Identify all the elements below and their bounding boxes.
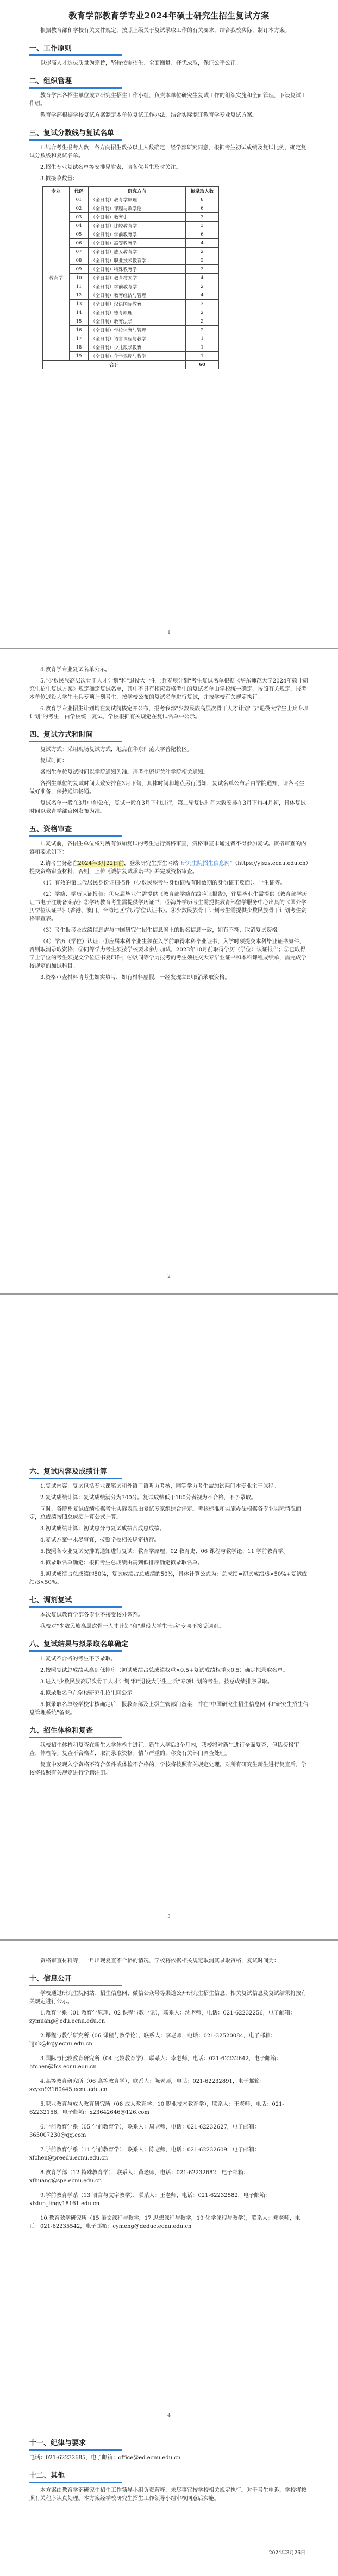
- table-cell: （全日制）化学课程与教学: [89, 352, 186, 361]
- document-page-1: [0, 0, 338, 648]
- table-cell: 8: [186, 195, 219, 204]
- contact-item: 10.教育教学研究所（15 语文课程与教学，17 思想课程与教学，19 化学课程与教学），联系人：郑老师，电话：021-62235542，电子邮箱：cymeng@deduc.ecnu.edu.cn: [29, 2215, 301, 2230]
- deadline-highlight: 2024年3月22日前: [78, 861, 124, 867]
- paragraph: 我校招生体检和复查在新生入学体检中进行。新生入学后3个月内，我校将对新生进行全面复查，包括资格审查、体检等。复查不合格者，取消录取资格；情节严重的，移交有关部门调查处理。: [29, 1742, 299, 1757]
- table-cell: 2: [186, 282, 219, 291]
- table-cell: 05: [70, 230, 89, 239]
- table-row: [43, 239, 219, 248]
- table-row: [43, 317, 219, 326]
- table-total-value: 60: [186, 361, 219, 369]
- intro-paragraph: 根据教育部和学校有关文件规定，按照上级关于复试录取工作的有关要求，结合我校实际，制订本方案。: [40, 28, 290, 34]
- table-cell: （全日制）教育史: [89, 213, 186, 222]
- section-heading: 七、调剂复试: [29, 1594, 309, 1608]
- table-cell: （全日制）德育原理: [89, 308, 186, 317]
- paragraph: 各招生单位复试时间以学院通知为准。请考生密切关注学院相关通知。: [40, 769, 209, 775]
- section-heading: 八、复试结果与拟录取名单确定: [29, 1638, 309, 1652]
- table-header-cell: 代码: [70, 187, 89, 195]
- paragraph: 我校对"少数民族高层次骨干人才计划"和"退役大学生士兵"专项不接受调剂。: [40, 1624, 224, 1630]
- table-cell: 17: [70, 334, 89, 343]
- table-row: [43, 265, 219, 274]
- table-cell: 1: [186, 343, 219, 352]
- table-cell: （全日制）少儿数学教育: [89, 343, 186, 352]
- paragraph: 1.结合考生报考人数，各方向招生数按以上人数确定，经学部研究同意，根据考生初试成绩及复试比例，确定复试分数线和复试名单。: [29, 145, 306, 159]
- table-cell: 2: [186, 248, 219, 256]
- paragraph: 2.按照复试总成绩从高到低排序（初试成绩占总成绩权重×0.5+复试成绩权重×0.5）确定拟录取名单。: [40, 1668, 289, 1674]
- contact-item: 7.学前教育学系（11 学前教育学），联系人：陈老师，电话：021-62232609，电子邮箱：xfchen@preedu.ecnu.edu.cn: [29, 2147, 260, 2161]
- paragraph: 6.教育学专业招生计划均在复试前核定并公布，报考我部"少数民族高层次骨干人才计划"与"退役大学生士兵专项计划"的考生，由学校统一复试，学校根据有关规定在复试名单中公示。: [29, 706, 309, 720]
- paragraph: 复试名单一般在3月中旬公布，复试一般在3月下旬进行，第二轮复试时间大致安排在3月下旬-4月初，具体复试时间以教育学部官网发布为准。: [29, 800, 306, 815]
- table-cell: （全日制）高等教育学: [89, 239, 186, 248]
- section-heading: 五、资格审查: [29, 823, 309, 837]
- table-cell: 6: [186, 204, 219, 213]
- page-number: 1: [167, 630, 171, 635]
- table-cell: （全日制）教育学原理: [89, 195, 186, 204]
- table-cell: 03: [70, 213, 89, 222]
- paragraph: 4.拟录取名单确定：根据考生总成绩由高到低排序确定拟录取名单。: [40, 1560, 203, 1566]
- table-cell: （全日制）语言课程与教学: [89, 334, 186, 343]
- table-total-label: 合计: [43, 361, 186, 369]
- contact-item: 2.课程与教学研究所（06 课程与教学论），联系人：李老师，电话：021-32520084，电子邮箱：lijuk@kcjy.ecnu.edu.cn: [29, 2033, 276, 2047]
- table-row: [43, 326, 219, 334]
- paragraph-with-link: [29, 860, 309, 876]
- table-cell: 2: [186, 308, 219, 317]
- paragraph: 复试方式：采用现场复试方式，地点在华东师范大学普陀校区。: [40, 747, 192, 753]
- admissions-site-link[interactable]: "研究生院招生信息网": [178, 861, 233, 867]
- paragraph: 以提高人才选拔质量为宗旨，坚持按需招生、全面衡量、择优录取，保证公平公正。: [40, 60, 241, 66]
- paragraph: 1.复试内容：复试包括专业课笔试和外语口语听力考核，同等学力考生需加试两门本专业主干课程。: [40, 1483, 279, 1489]
- paragraph: 4.拟录取名单在学校研究生招生网公示。: [40, 1690, 138, 1696]
- document-page-2: [0, 649, 338, 1293]
- table-row: [43, 334, 219, 343]
- table-cell: （全日制）教育经济与管理: [89, 291, 186, 300]
- page-number: 3: [167, 1914, 171, 1920]
- table-row: [43, 352, 219, 361]
- table-row: [43, 256, 219, 265]
- table-row: [43, 343, 219, 352]
- paragraph: 5."少数民族高层次骨干人才计划"和"退役大学生士兵专项计划"考生复试名单根据《华东师范大学2024年硕士研究生招生复试方案》规定确定复试名单，其中不具有相应资格考生的复试名单由学校统一确定，按照有关规定，报考本单位退役大学生士兵专项计划考生，按学校公布的复试名单进行复试，并按学校有关规定执行。: [29, 678, 309, 700]
- paragraph: 1.复试不合格的考生不予录取。: [40, 1656, 116, 1662]
- paragraph: 3.进入"少数民族高层次骨干人才计划"和"退役大学生士兵"专项计划的考生，按总成绩排序录取。: [40, 1679, 273, 1685]
- section-heading: 三、复试分数线与复试名单: [29, 127, 309, 141]
- table-header-cell: 研究方向: [89, 187, 186, 195]
- table-cell: 4: [186, 274, 219, 282]
- text-span: ，登录研究生招生网站: [124, 861, 179, 867]
- table-cell: 01: [70, 195, 89, 204]
- table-cell: 11: [70, 282, 89, 291]
- table-total-row: [43, 361, 219, 369]
- paragraph: 资格审查材料等，一旦出现复查不合格的情况，学校将依据相关规定取消其录取资格，复试时间为：: [40, 1958, 279, 1964]
- table-cell: 10: [70, 274, 89, 282]
- paragraph: 3.资格审查材料请考生如实填写，如有材料虚假，一经发现立即取消录取资格。: [40, 975, 230, 981]
- table-cell: （全日制）特殊教育学: [89, 265, 186, 274]
- table-cell: 04: [70, 222, 89, 230]
- document-title: 教育学部教育学专业2024年硕士研究生招生复试方案: [68, 11, 270, 21]
- paragraph: （1）有效的第二代居民身份证扫描件（少数民族考生身份证需有时效期的身份证正反面）、学生证等。: [40, 880, 286, 886]
- table-cell: 14: [70, 308, 89, 317]
- table-cell: （全日制）比较教育学: [89, 222, 186, 230]
- paragraph: 2.招生专业复试名单等安排见附表，请各位考生及时关注。: [40, 165, 181, 171]
- text-span: 2.请考生务必在: [40, 861, 78, 867]
- document-date: 2024年3月26日: [268, 2550, 305, 2556]
- contact-item: 8.教育学部（12 特殊教育学），联系人：黄老师，电话：021-62232682，电子邮箱：xfhuang@spe.ecnu.edu.cn: [29, 2170, 249, 2184]
- table-cell: 16: [70, 326, 89, 334]
- table-cell: （全日制）学前教育学: [89, 230, 186, 239]
- table-header-cell: 拟录取人数: [186, 187, 219, 195]
- table-row: [43, 204, 219, 213]
- text-span: （https://yjszs.ecnu.edu.cn）提交资格审查材料；否则，上传《诚信复试承诺书》并完成资格审查。: [29, 861, 309, 875]
- table-category-cell: 教育学: [43, 195, 70, 361]
- paragraph: （3）考生报考及成绩信息需与中国研究生招生信息网上的报名信息一致，如有不符，取消复试资格。: [40, 927, 283, 933]
- section-heading: 二、组织管理: [29, 75, 309, 89]
- contact-item: 3.国际与比较教育研究所（04 比较教育学），联系人：李老师，电话：021-62232642，电子邮箱：hfchen@fcs.ecnu.edu.cn: [29, 2056, 281, 2070]
- table-body: [43, 195, 219, 369]
- table-cell: （全日制）教育法学: [89, 317, 186, 326]
- table-cell: 06: [70, 239, 89, 248]
- table-cell: （全日制）成人教育学: [89, 248, 186, 256]
- paragraph: 教育学部各招生单位成立研究生招生工作小组，负责本单位研究生复试工作的组织实施和全面管理，下设复试工作组。: [29, 93, 306, 107]
- table-cell: 3: [186, 300, 219, 308]
- table-cell: （全日制）职业技术教育学: [89, 256, 186, 265]
- table-cell: （全日制）课程与教学论: [89, 204, 186, 213]
- paragraph: 5.初试成绩占总成绩的50%，复试成绩占总成绩的50%，具体计算公式为：总成绩=初试成绩/5×50%+复试成绩/3×50%。: [29, 1571, 308, 1586]
- contact-item: 6.学前教育学系（05 学前教育学），联系人：周老师，电话：021-62232627，电子邮箱：365007230@qq.com: [29, 2124, 260, 2138]
- enrollment-table: [42, 186, 219, 369]
- section-heading: 九、招生体检和复查: [29, 1725, 309, 1738]
- table-row: [43, 222, 219, 230]
- table-cell: 3: [186, 213, 219, 222]
- paragraph: （2）学籍、学历认证报告：①应届毕业生需提供《教育部学籍在线验证报告》，往届毕业生需提供《教育部学历证书电子注册备案表》②学历教育考生需提供学历证书；③海外学历考生需提供教育部留学服务中心出具的《国外学历学位认证书》（香港、澳门、台湾地区学历学位认证书）。④少数民族骨干计划考生需提供少数民族骨干计划考生资格审查表。: [29, 892, 308, 922]
- section-heading: 一、工作原则: [29, 42, 309, 56]
- table-cell: 09: [70, 265, 89, 274]
- paragraph: 4.复试方案中未尽事宜，按照学校相关规定执行。: [40, 1537, 160, 1543]
- paragraph: 本方案由教育学部研究生招生工作领导小组负责解释，未尽事宜按学校相关规定执行。对于考生申诉，学校将按照有关程序认真处理。本方案经学校研究生招生工作领导小组审核同意后实施。: [29, 2487, 306, 2502]
- paragraph: 4.教育学专业复试名单公示。: [40, 667, 111, 673]
- table-cell: 4: [186, 239, 219, 248]
- table-cell: 1: [186, 334, 219, 343]
- section-heading: 四、复试方式和时间: [29, 729, 309, 742]
- table-row: [43, 274, 219, 282]
- table-row: [43, 291, 219, 300]
- table-header-row: [43, 187, 219, 195]
- section-heading: 十一、纪律与要求: [29, 2437, 309, 2451]
- table-row: [43, 308, 219, 317]
- table-cell: 18: [70, 343, 89, 352]
- table-cell: 3: [186, 265, 219, 274]
- table-row: [43, 230, 219, 239]
- section-heading: 十二、其他: [29, 2470, 309, 2483]
- table-row: [43, 300, 219, 308]
- table-header-cell: 专业: [43, 187, 70, 195]
- table-cell: 2: [186, 326, 219, 334]
- table-cell: 6: [186, 230, 219, 239]
- paragraph: 各招生单位的复试时间大致安排在3月下旬，具体时间和地点另行通知，复试名单公布后由学院通知，请各考生做好准备，保持通讯畅通。: [29, 781, 305, 795]
- table-cell: 19: [70, 352, 89, 361]
- paragraph: 电话：021-62232685，电子邮箱：office@ed.ecnu.edu.cn: [29, 2455, 181, 2461]
- table-cell: 1: [186, 352, 219, 361]
- contact-item: 9.学前教育学系（13 语言与文字教学），联系人：王老师，电话：021-62232582，电子邮箱：xlzlun_lingy18161.edu.cn: [29, 2193, 271, 2207]
- table-cell: 3: [186, 222, 219, 230]
- paragraph: 学校通过研究生院网站、招生信息网、微信公众号等渠道公开研究生招生信息，相关复试信息及复试结果将按有关规定进行公示。: [29, 1991, 306, 2005]
- paragraph: 3.初试成绩计算：初试总分与复试成绩合成总成绩。: [40, 1526, 165, 1532]
- contact-item: 5.职业教育与成人教育研究所（08 成人教育学、10 职业技术教育学），联系人：王老师，电话：021-62232156，电子邮箱：x23642646@126.com: [29, 2101, 284, 2116]
- paragraph: 教育学部根据学校复试方案制定本单位复试工作办法，结合实际制订教育学专业复试方案。: [40, 112, 258, 118]
- table-cell: 08: [70, 256, 89, 265]
- table-cell: （全日制）汉语国际教育: [89, 300, 186, 308]
- paragraph: 复查中发现入学资格不符合条件或体检不合格的，学校将按照有关规定处理。对所有研究生新生进行复查后，学校将按照有关规定进行学籍注册。: [29, 1762, 306, 1776]
- paragraph: 5.按照各专业复试安排的通知进行复试：教育学原理、02 教育史、06 课程与教学论、11 学前教育学。: [40, 1549, 289, 1555]
- table-cell: 13: [70, 300, 89, 308]
- table-row: [43, 213, 219, 222]
- table-cell: （全日制）学前教育学: [89, 282, 186, 291]
- document-page-3: [0, 1295, 338, 1939]
- paragraph: 本次复试教育学部各专业不接受校外调剂。: [40, 1612, 143, 1618]
- page-number: 4: [167, 2413, 171, 2419]
- table-cell: 2: [186, 317, 219, 326]
- paragraph: 3.拟接收数量：: [40, 176, 78, 182]
- table-cell: 4: [186, 291, 219, 300]
- table-row: [43, 195, 219, 204]
- table-cell: （全日制）教育技术学: [89, 274, 186, 282]
- table-cell: 02: [70, 204, 89, 213]
- paragraph: 5.拟录取名单经学校审核确定后，报教育部及上级主管部门备案，并在"中国研究生招生信息网"和"研究生招生信息管理系统"备案。: [29, 1702, 309, 1716]
- page-number: 2: [167, 1274, 171, 1279]
- section-heading: 十、信息公开: [29, 1973, 309, 1986]
- paragraph: 1.复试前，各招生单位将对所有参加复试的考生进行资格审查，资格审查未通过者不得参加复试。资格审查的内容和要求如下：: [29, 841, 306, 855]
- contact-list: [29, 2009, 309, 2231]
- table-cell: 15: [70, 317, 89, 326]
- paragraph: 同时，各院系复试成绩根据考生实际表现由复试专家组综合评定。考核标准和实施办法根据各专业实际情况而定，总成绩按照总成绩计算公式计算。: [29, 1506, 301, 1520]
- table-cell: （全日制）学校体育与管理: [89, 326, 186, 334]
- paragraph: 2.复试成绩计算：复试成绩满分为300分。复试成绩低于180分者视为不合格，不予录取。: [40, 1495, 256, 1501]
- paragraph: （4）学历（学位）认证：①应届本科毕业生须在入学前取得本科毕业证书，入学时须提交本科毕业证书原件，否则取消录取资格；②同等学力考生须按学校要求参加加试，2023年10月前取得学历（学位）认证报告；③已取得学士学位的考生须提交学位证书复印件；④以同等学力报考的考生须提交大专毕业证书和本科课程成绩单，需完成学校规定的加试科目。: [29, 939, 306, 969]
- table-cell: 07: [70, 248, 89, 256]
- section-heading: 六、复试内容及成绩计算: [29, 1466, 309, 1479]
- table-cell: 3: [186, 256, 219, 265]
- table-row: [43, 282, 219, 291]
- document-page-4: [0, 1941, 338, 2576]
- table-row: [43, 248, 219, 256]
- paragraph: 复试时间：: [40, 758, 67, 764]
- contact-item: 4.高等教育研究所（06 高等教育学），联系人：陈老师，电话：021-62232891，电子邮箱：szyzn93160445.ecnu.edu.cn: [29, 2079, 265, 2093]
- contact-item: 1.教育学系（01 教育学原理、02 课程与教学论），联系人：沈老师，电话：021-62232256，电子邮箱：zymuang@edu.ecnu.edu.cn: [29, 2010, 296, 2024]
- table-cell: 12: [70, 291, 89, 300]
